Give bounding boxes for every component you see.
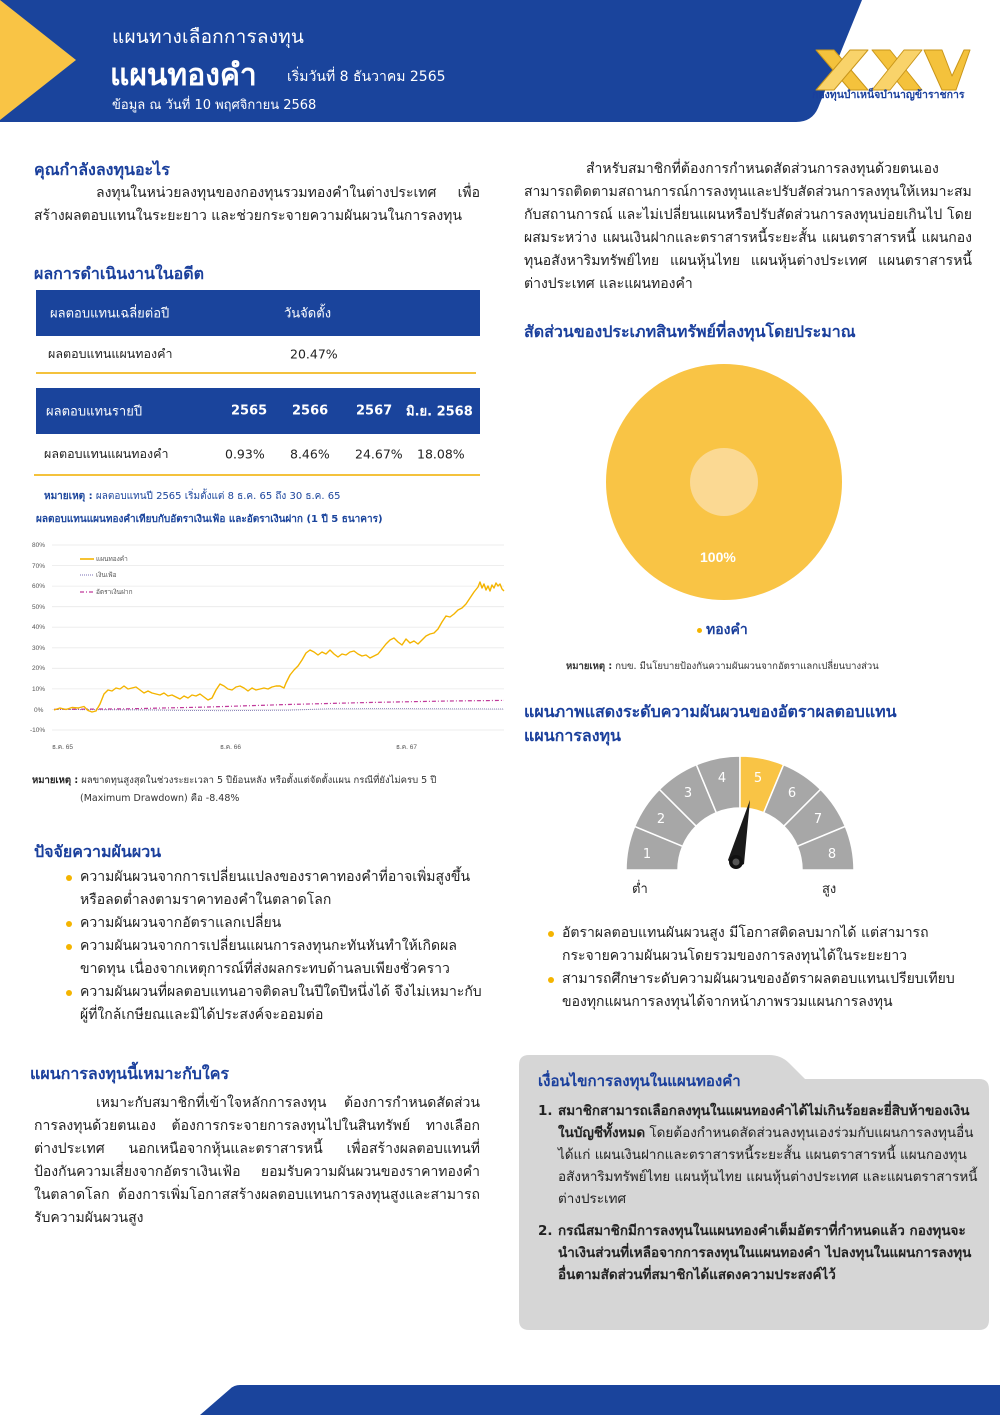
legend-dot-icon	[697, 628, 702, 633]
gauge-level-6: 6	[787, 786, 797, 801]
y-tick: 30%	[32, 645, 46, 652]
right-intro-text: สำหรับสมาชิกที่ต้องการกำหนดสัดส่วนการลงทุนด้วยตนเอง สามารถติดตามสถานการณ์การลงทุนและปรับสัดส่วนการลงทุนให้เหมาะสมกับสถานการณ์ และไม่เปลี่ยนแผนหรือปรับสัดส่วนการลงทุนบ่อยเกินไป โดยผสมระหว่าง แผนเงินฝากและตราสารหนี้ระยะสั้น แผนตราสารหนี้ แผนกองทุนอสังหาริมทรัพย์ไทย แผนหุ้นไทย แผนหุ้นต่างประเทศ แผนตราสารหนี้ต่างประเทศ และแผนทองคำ	[524, 161, 972, 292]
x-tick: ธ.ค. 67	[396, 744, 417, 751]
avg-row-value: 20.47%	[290, 346, 338, 362]
y-tick: 50%	[32, 604, 46, 611]
gauge-needle-icon	[728, 800, 750, 869]
annual-val-2565: 0.93%	[225, 446, 265, 462]
suitable-for-heading: แผนการลงทุนนี้เหมาะกับใคร	[30, 1064, 230, 1083]
page-header	[0, 0, 1000, 122]
annual-header-label: ผลตอบแทนรายปี	[46, 404, 143, 420]
risk-factor-item: ความผันผวนที่ผลตอบแทนอาจติดลบในปีใดปีหนึ่งได้ จึงไม่เหมาะกับผู้ที่ใกล้เกษียณและมิได้ประสงค์จะออมต่อ	[64, 981, 484, 1027]
gauge-level-3: 3	[683, 786, 693, 801]
legend-inflation: เงินเฟ้อ	[96, 572, 117, 579]
x-tick: ธ.ค. 66	[220, 744, 241, 751]
risk-gauge-bullet: สามารถศึกษาระดับความผันผวนของอัตราผลตอบแทนเปรียบเทียบของทุกแผนการลงทุนได้จากหน้าภาพรวมแผนการลงทุน	[546, 968, 976, 1014]
pie-center	[690, 448, 758, 516]
annual-val-2567: 24.67%	[355, 446, 403, 462]
suitable-for-text: เหมาะกับสมาชิกที่เข้าใจหลักการลงทุน ต้องการกำหนดสัดส่วนการลงทุนด้วยตนเอง ต้องการกระจายการลงทุนไปในสินทรัพย์ ทางเลือกต่างประเทศ นอกเหนือจากหุ้นและตราสารหนี้ เพื่อสร้างผลตอบแทนที่ป้องกันความเสี่ยงจากอัตราเงินเฟ้อ ยอมรับความผันผวนของราคาทองคำในตลาดโลก ต้องการเพิ่มโอกาสสร้างผลตอบแทนการลงทุนสูงและสามารถรับความผันผวนสูง	[34, 1095, 480, 1226]
footer-bar	[0, 1385, 1000, 1415]
y-tick: -10%	[30, 727, 46, 734]
avg-header-label: ผลตอบแทนเฉลี่ยต่อปี	[50, 306, 170, 322]
as-of-date: ข้อมูล ณ วันที่ 10 พฤศจิกายน 2568	[112, 98, 317, 113]
annual-row-label: ผลตอบแทนแผนทองคำ	[44, 446, 169, 461]
legend-gold: แผนทองคำ	[96, 556, 128, 563]
avg-row-label: ผลตอบแทนแผนทองคำ	[48, 346, 173, 361]
header-subtitle: แผนทางเลือกการลงทุน	[112, 26, 305, 48]
annual-val-2568: 18.08%	[417, 446, 465, 462]
annual-return-table-header	[36, 388, 480, 434]
annual-col-2568: มิ.ย. 2568	[406, 404, 473, 420]
logo-text: กองทุนบำเหน็จบำนาญข้าราชการ	[812, 89, 965, 101]
legend-deposit: อัตราเงินฝาก	[96, 589, 133, 596]
gauge-level-7: 7	[813, 812, 823, 827]
annual-col-2567: 2567	[356, 403, 393, 419]
annual-return-row	[34, 434, 480, 476]
y-tick: 10%	[32, 686, 46, 693]
avg-return-row	[36, 336, 476, 374]
y-tick: 20%	[32, 665, 46, 672]
risk-factors-heading: ปัจจัยความผันผวน	[34, 842, 162, 861]
risk-gauge-bullets	[546, 922, 976, 1014]
y-tick: 80%	[32, 542, 46, 549]
gauge-low-label: ต่ำ	[632, 882, 648, 897]
condition-item: 2. กรณีสมาชิกมีการลงทุนในแผนทองคำเต็มอัตราที่กำหนดแล้ว กองทุนจะนำเงินส่วนที่เหลือจากการลงทุนในแผนทองคำ ไปลงทุนในแผนการลงทุนอื่นตามสัดส่วนที่สมาชิกได้แสดงความประสงค์ไว้	[538, 1223, 972, 1283]
risk-factor-item: ความผันผวนจากการเปลี่ยนแผนการลงทุนกะทันหันทำให้เกิดผลขาดทุน เนื่องจากเหตุการณ์ที่ส่งผลกระทบด้านลบเพียงชั่วคราว	[64, 935, 484, 981]
conditions-heading: เงื่อนไขการลงทุนในแผนทองคำ	[538, 1072, 741, 1090]
risk-factors-list	[64, 866, 484, 1027]
y-tick: 70%	[32, 563, 46, 570]
pie-slice-label: 100%	[700, 549, 736, 565]
risk-factor-item: ความผันผวนจากการเปลี่ยนแปลงของราคาทองคำที่อาจเพิ่มสูงขึ้นหรือลดต่ำลงตามราคาทองคำในตลาดโลก	[64, 866, 484, 912]
x-tick: ธ.ค. 65	[52, 744, 73, 751]
gauge-level-2: 2	[656, 812, 666, 827]
avg-return-table-header	[36, 290, 480, 336]
drawdown-note: หมายเหตุ : ผลขาดทุนสูงสุดในช่วงระยะเวลา 5 ปีย้อนหลัง หรือตั้งแต่จัดตั้งแผน กรณีที่ยังไม่ครบ 5 ปี (Maximum Drawdown) คือ -8.48%	[32, 775, 437, 804]
pie-legend: ทองคำ	[697, 619, 748, 641]
allocation-note: หมายเหตุ : กบข. มีนโยบายป้องกันความผันผวนจากอัตราแลกเปลี่ยนบางส่วน	[566, 661, 879, 672]
annual-col-2565: 2565	[231, 403, 268, 419]
gauge-level-5: 5	[753, 771, 763, 786]
gauge-level-8: 8	[827, 847, 837, 862]
annual-col-2566: 2566	[292, 403, 329, 419]
what-invest-text: ลงทุนในหน่วยลงทุนของกองทุนรวมทองคำในต่างประเทศ เพื่อสร้างผลตอบแทนในระยะยาว และช่วยกระจายความผันผวนในการลงทุน	[34, 185, 480, 224]
start-date: เริ่มวันที่ 8 ธันวาคม 2565	[287, 69, 446, 85]
allocation-pie-chart	[604, 362, 844, 602]
page-title: แผนทองคำ	[110, 58, 257, 93]
y-tick: 0%	[34, 707, 44, 714]
risk-gauge-bullet: อัตราผลตอบแทนผันผวนสูง มีโอกาสติดลบมากได้ แต่สามารถกระจายความผันผวนโดยรวมของการลงทุนได้ในระยะยาว	[546, 922, 976, 968]
performance-note: หมายเหตุ : ผลตอบแทนปี 2565 เริ่มตั้งแต่ 8 ธ.ค. 65 ถึง 30 ธ.ค. 65	[44, 491, 341, 502]
risk-gauge-heading: แผนภาพแสดงระดับความผันผวนของอัตราผลตอบแทน แผนการลงทุน	[524, 702, 897, 745]
avg-header-col: วันจัดตั้ง	[284, 306, 332, 322]
past-performance-heading: ผลการดำเนินงานในอดีต	[34, 264, 205, 283]
condition-item: 1. สมาชิกสามารถเลือกลงทุนในแผนทองคำได้ไม่เกินร้อยละยี่สิบห้าของเงินในบัญชีทั้งหมด โดยต้องกำหนดสัดส่วนลงทุนเองร่วมกับแผนการลงทุนอื่น ได้แก่ แผนเงินฝากและตราสารหนี้ระยะสั้น แผนตราสารหนี้ แผนกองทุนอสังหาริมทรัพย์ไทย แผนหุ้นไทย แผนหุ้นต่างประเทศ และแผนตราสารหนี้ต่างประเทศ	[538, 1103, 978, 1207]
allocation-heading: สัดส่วนของประเภทสินทรัพย์ที่ลงทุนโดยประมาณ	[524, 322, 856, 341]
conditions-list	[538, 1100, 978, 1296]
annual-val-2566: 8.46%	[290, 446, 330, 462]
gauge-high-label: สูง	[822, 882, 837, 897]
gauge-level-4: 4	[717, 771, 727, 786]
gauge-level-1: 1	[642, 847, 652, 862]
performance-line-chart	[28, 538, 506, 760]
chart-title: ผลตอบแทนแผนทองคำเทียบกับอัตราเงินเฟ้อ และอัตราเงินฝาก (1 ปี 5 ธนาคาร)	[36, 514, 383, 525]
risk-gauge	[622, 752, 858, 870]
what-invest-heading: คุณกำลังลงทุนอะไร	[34, 160, 170, 179]
y-tick: 40%	[32, 624, 46, 631]
y-tick: 60%	[32, 583, 46, 590]
risk-factor-item: ความผันผวนจากอัตราแลกเปลี่ยน	[64, 912, 484, 935]
